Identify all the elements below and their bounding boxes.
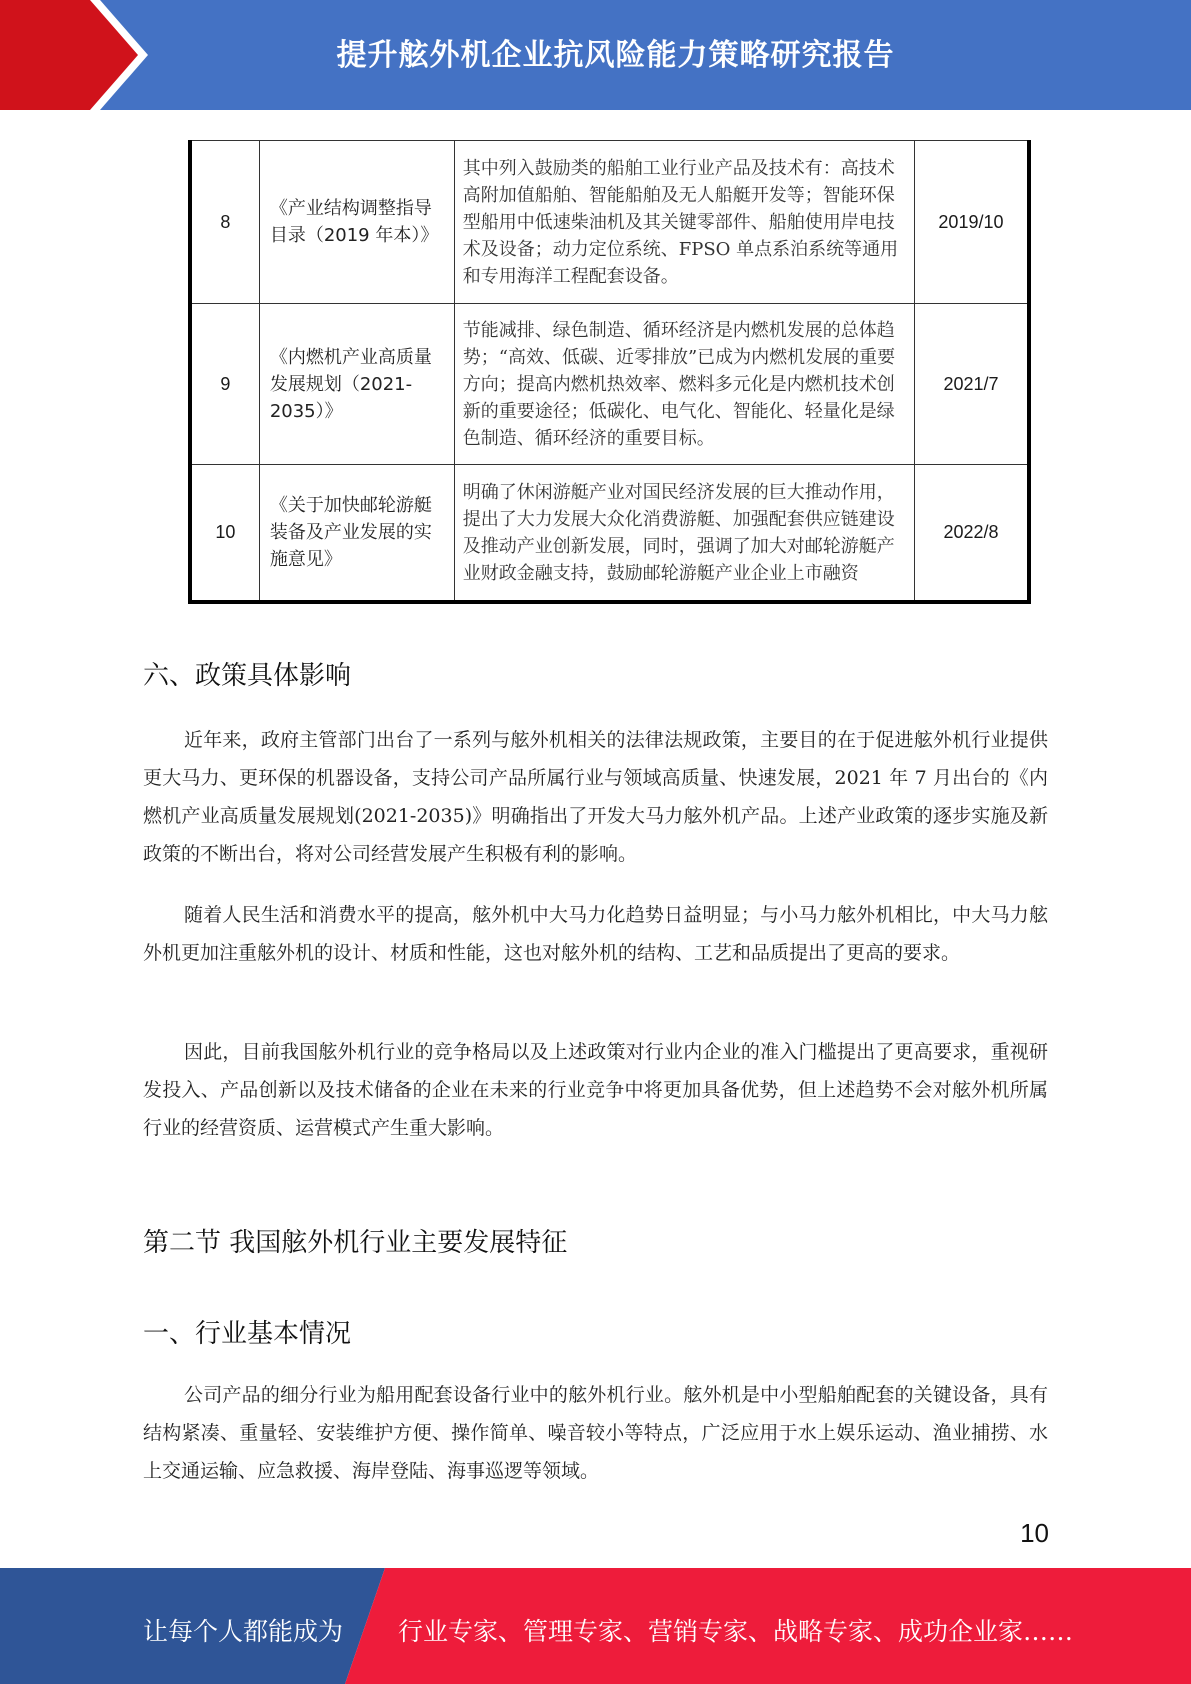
policy-content: 明确了休闲游艇产业对国民经济发展的巨大推动作用，提出了大力发展大众化消费游艇、加强配套供应链建设及推动产业创新发展，同时，强调了加大对邮轮游艇产业财政金融支持，鼓励邮轮游艇产业企业上市融资 bbox=[454, 465, 914, 603]
chapter-heading: 第二节 我国舷外机行业主要发展特征 bbox=[143, 1228, 568, 1258]
paragraph: 公司产品的细分行业为船用配套设备行业中的舷外机行业。舷外机是中小型船舶配套的关键设备，具有结构紧凑、重量轻、安装维护方便、操作简单、噪音较小等特点，广泛应用于水上娱乐运动、渔业捕捞、水上交通运输、应急救援、海岸登陆、海事巡逻等领域。 bbox=[143, 1384, 1048, 1482]
page-footer bbox=[0, 1568, 1191, 1684]
policy-date: 2019/10 bbox=[914, 141, 1029, 304]
page-header bbox=[0, 0, 1191, 110]
policy-name: 《关于加快邮轮游艇装备及产业发展的实施意见》 bbox=[259, 465, 454, 603]
row-number: 10 bbox=[190, 465, 259, 603]
section-heading-policy-impact: 六、政策具体影响 bbox=[143, 661, 352, 691]
footer-slogan-left: 让每个人都能成为 bbox=[143, 1617, 344, 1646]
paragraph: 因此，目前我国舷外机行业的竞争格局以及上述政策对行业内企业的准入门槛提出了更高要求，重视研发投入、产品创新以及技术储备的企业在未来的行业竞争中将更加具备优势，但上述趋势不会对舷外机所属行业的经营资质、运营模式产生重大影响。 bbox=[143, 1041, 1048, 1139]
paragraph: 随着人民生活和消费水平的提高，舷外机中大马力化趋势日益明显；与小马力舷外机相比，中大马力舷外机更加注重舷外机的设计、材质和性能，这也对舷外机的结构、工艺和品质提出了更高的要求。 bbox=[143, 904, 1048, 964]
footer-slogan-right: 行业专家、管理专家、营销专家、战略专家、成功企业家…… bbox=[398, 1617, 1074, 1646]
policy-date: 2022/8 bbox=[914, 465, 1029, 603]
policy-content: 其中列入鼓励类的船舶工业行业产品及技术有：高技术高附加值船舶、智能船舶及无人船艇开发等；智能环保型船用中低速柴油机及其关键零部件、船舶使用岸电技术及设备；动力定位系统、FPSO 单点系泊系统等通用和专用海洋工程配套设备。 bbox=[454, 141, 914, 304]
policy-content: 节能减排、绿色制造、循环经济是内燃机发展的总体趋势；“高效、低碳、近零排放”已成为内燃机发展的重要方向；提高内燃机热效率、燃料多元化是内燃机技术创新的重要途径；低碳化、电气化、智能化、轻量化是绿色制造、循环经济的重要目标。 bbox=[454, 304, 914, 465]
row-number: 8 bbox=[190, 141, 259, 304]
policy-name: 《内燃机产业高质量发展规划（2021-2035）》 bbox=[259, 304, 454, 465]
page-number: 10 bbox=[1020, 1518, 1049, 1548]
policy-name: 《产业结构调整指导目录（2019 年本）》 bbox=[259, 141, 454, 304]
section-heading-industry-overview: 一、行业基本情况 bbox=[143, 1319, 352, 1349]
table-row bbox=[190, 304, 1029, 465]
paragraph: 近年来，政府主管部门出台了一系列与舷外机相关的法律法规政策，主要目的在于促进舷外机行业提供更大马力、更环保的机器设备，支持公司产品所属行业与领域高质量、快速发展，2021 年 7 月出台的《内燃机产业高质量发展规划(2021-2035)》明确指出了开发大马力舷外机产品。上述产业政策的逐步实施及新政策的不断出台，将对公司经营发展产生积极有利的影响。 bbox=[143, 729, 1048, 865]
table-row bbox=[190, 141, 1029, 304]
policy-date: 2021/7 bbox=[914, 304, 1029, 465]
table-row bbox=[190, 465, 1029, 603]
policy-table bbox=[188, 140, 1031, 604]
report-title: 提升舷外机企业抗风险能力策略研究报告 bbox=[336, 38, 895, 73]
row-number: 9 bbox=[190, 304, 259, 465]
